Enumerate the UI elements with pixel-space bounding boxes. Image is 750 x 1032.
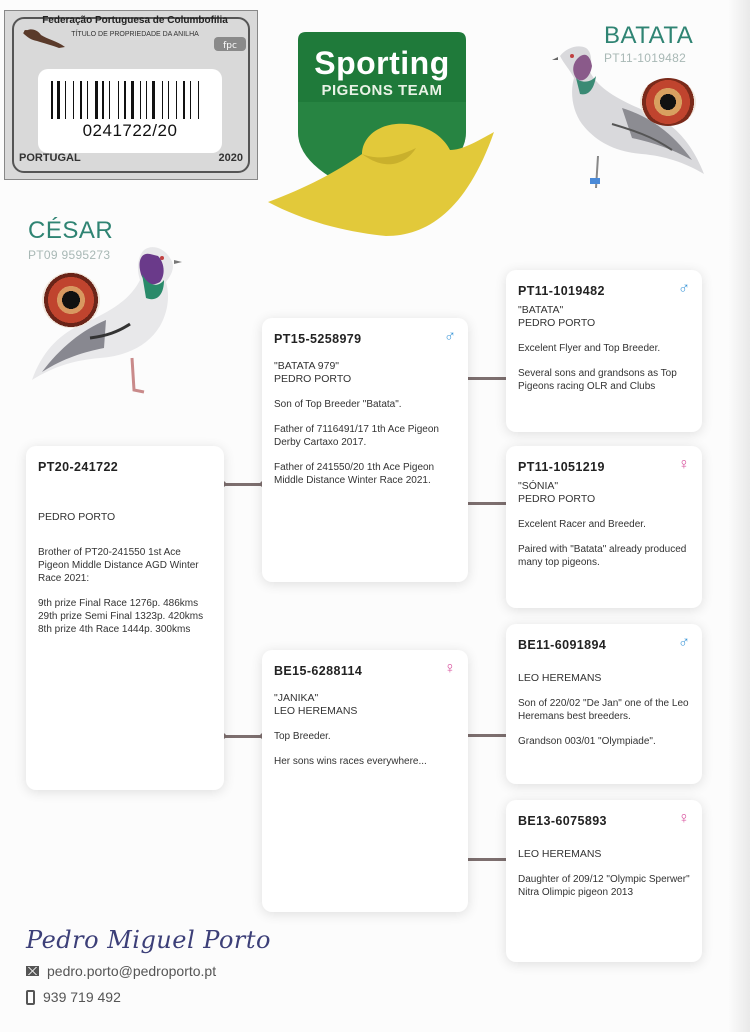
female-icon: ♀: [678, 810, 690, 827]
male-icon: ♂: [444, 328, 456, 345]
barcode-bar: [68, 81, 70, 119]
barcode-bar: [140, 81, 141, 119]
sire-of-sire-name: BATATA: [604, 22, 694, 49]
card-dd-note-1: Daughter of 209/12 "Olympic Sperwer" Nitra Olimpic pigeon 2013: [518, 874, 690, 898]
barcode-bar: [107, 81, 108, 119]
card-subject-result-1: 9th prize Final Race 1276p. 486kms: [38, 598, 199, 609]
barcode-bar: [73, 81, 74, 119]
barcode-bar: [95, 81, 98, 119]
card-subject-result-3: 8th prize 4th Race 1444p. 300kms: [38, 624, 191, 635]
connector-sire-ss: [464, 377, 512, 380]
card-sire-ring: PT15-5258979: [274, 332, 362, 346]
card-sire-note-3: Father of 241550/20 1th Ace Pigeon Middle Distance Winter Race 2021.: [274, 462, 435, 486]
barcode-bar: [164, 81, 166, 119]
barcode-bar: [54, 81, 55, 119]
card-ds-note-2: Grandson 003/01 "Olympiade".: [518, 736, 656, 747]
barcode-bar: [201, 81, 203, 119]
ring-certificate: [4, 10, 258, 180]
svg-text:fpc: fpc: [223, 41, 237, 51]
barcode-bar: [176, 81, 177, 119]
barcode-bar: [102, 81, 104, 119]
barcode: [51, 81, 211, 119]
card-dam-sire: [506, 624, 702, 784]
connector-main-sire: [222, 483, 264, 486]
federation-name: Federação Portuguesa de Columbofilia: [42, 15, 228, 26]
barcode-bar: [168, 81, 169, 119]
card-dam-ring: BE15-6288114: [274, 664, 363, 678]
barcode-bar: [65, 81, 66, 119]
connector-dam-ds: [462, 734, 510, 737]
barcode-bar: [87, 81, 88, 119]
pigeon-silhouette-icon: [19, 23, 69, 53]
barcode-bar: [99, 81, 100, 119]
card-subject-owner: PEDRO PORTO: [38, 511, 116, 523]
email-row: [26, 963, 216, 979]
subject-ring: PT09 9595273: [28, 248, 111, 262]
card-ds-ring: BE11-6091894: [518, 638, 607, 652]
barcode-bar: [157, 81, 159, 119]
barcode-bar: [131, 81, 134, 119]
card-sire-sire: [506, 270, 702, 432]
barcode-bar: [51, 81, 53, 119]
barcode-bar: [146, 81, 147, 119]
card-ds-note-1: Son of 220/02 "De Jan" one of the Leo Heremans best breeders.: [518, 698, 689, 722]
card-dam-note-1: Top Breeder.: [274, 731, 331, 742]
barcode-bar: [186, 81, 188, 119]
connector-dam-dd: [462, 858, 510, 861]
male-icon: ♂: [678, 280, 690, 297]
female-icon: ♀: [678, 456, 690, 473]
card-ss-note-2: Several sons and grandsons as Top Pigeons racing OLR and Clubs: [518, 368, 677, 392]
batata-eye-image: [640, 78, 696, 126]
ring-year: 2020: [218, 152, 243, 164]
barcode-bar: [136, 81, 137, 119]
card-ss-note-1: Excelent Flyer and Top Breeder.: [518, 343, 661, 354]
barcode-bar: [90, 81, 92, 119]
male-icon: ♂: [678, 634, 690, 651]
card-subject-description: Brother of PT20-241550 1st Ace Pigeon Middle Distance AGD Winter Race 2021:: [38, 547, 199, 584]
card-sire-name: "BATATA 979": [274, 360, 340, 372]
card-subject: [26, 446, 224, 790]
barcode-bar: [118, 81, 119, 119]
card-sd-owner: PEDRO PORTO: [518, 493, 596, 505]
card-dam: [262, 650, 468, 912]
card-sire-note-2: Father of 7116491/17 1th Ace Pigeon Derby Cartaxo 2017.: [274, 424, 439, 448]
barcode-bar: [63, 81, 64, 119]
barcode-bar: [80, 81, 82, 119]
card-sire: [262, 318, 468, 582]
barcode-bar: [142, 81, 144, 119]
scan-edge-shadow: [728, 0, 750, 1032]
card-dam-dam: [506, 800, 702, 962]
barcode-bar: [172, 81, 175, 119]
card-ss-ring: PT11-1019482: [518, 284, 605, 298]
barcode-bar: [198, 81, 199, 119]
card-dam-owner: LEO HEREMANS: [274, 705, 358, 717]
card-dam-name: "JANIKA": [274, 692, 319, 704]
barcode-bar: [183, 81, 185, 119]
ring-number: 0241722/20: [82, 121, 178, 140]
card-ss-name: "BATATA": [518, 304, 564, 316]
barcode-bar: [120, 81, 122, 119]
card-dd-ring: BE13-6075893: [518, 814, 607, 828]
logo-title: Sporting: [314, 45, 450, 81]
card-ds-owner: LEO HEREMANS: [518, 672, 602, 684]
cesar-eye-image: [42, 272, 100, 328]
barcode-bar: [112, 81, 115, 119]
barcode-bar: [129, 81, 130, 119]
card-subject-result-2: 29th prize Semi Final 1323p. 420kms: [38, 611, 204, 622]
card-dam-note-2: Her sons wins races everywhere...: [274, 756, 427, 767]
card-sire-note-1: Son of Top Breeder "Batata".: [274, 399, 402, 410]
barcode-bar: [152, 81, 155, 119]
phone-number: 939 719 492: [43, 989, 121, 1005]
card-sd-note-1: Excelent Racer and Breeder.: [518, 519, 646, 530]
phone-icon: [26, 990, 35, 1005]
subject-name: CÉSAR: [28, 217, 114, 244]
barcode-bar: [57, 81, 60, 119]
logo-subtitle: PIGEONS TEAM: [321, 82, 443, 99]
card-dd-owner: LEO HEREMANS: [518, 848, 602, 860]
barcode-bar: [75, 81, 78, 119]
barcode-bar: [109, 81, 110, 119]
card-sd-ring: PT11-1051219: [518, 460, 605, 474]
barcode-bar: [85, 81, 86, 119]
barcode-bar: [179, 81, 180, 119]
ring-country: PORTUGAL: [19, 152, 81, 164]
card-subject-ring: PT20-241722: [38, 460, 119, 474]
barcode-bar: [190, 81, 191, 119]
card-sd-name: "SÓNIA": [518, 480, 559, 492]
card-sire-owner: PEDRO PORTO: [274, 373, 352, 385]
card-sd-note-2: Paired with "Batata" already produced many top pigeons.: [518, 544, 687, 568]
card-sire-dam: [506, 446, 702, 608]
ring-title: TÍTULO DE PROPRIEDADE DA ANILHA: [71, 31, 199, 38]
barcode-bar: [162, 81, 163, 119]
barcode-bar: [150, 81, 151, 119]
phone-row: [26, 989, 121, 1005]
email-address: pedro.porto@pedroporto.pt: [47, 963, 217, 979]
handwritten-signature: Pedro Miguel Porto: [26, 926, 271, 954]
mail-icon: [26, 966, 39, 976]
sire-of-sire-ring: PT11-1019482: [604, 51, 687, 65]
barcode-bar: [194, 81, 197, 119]
card-ss-owner: PEDRO PORTO: [518, 317, 596, 329]
connector-sire-sd: [464, 502, 512, 505]
barcode-bar: [124, 81, 126, 119]
connector-main-dam: [222, 735, 264, 738]
female-icon: ♀: [444, 660, 456, 677]
